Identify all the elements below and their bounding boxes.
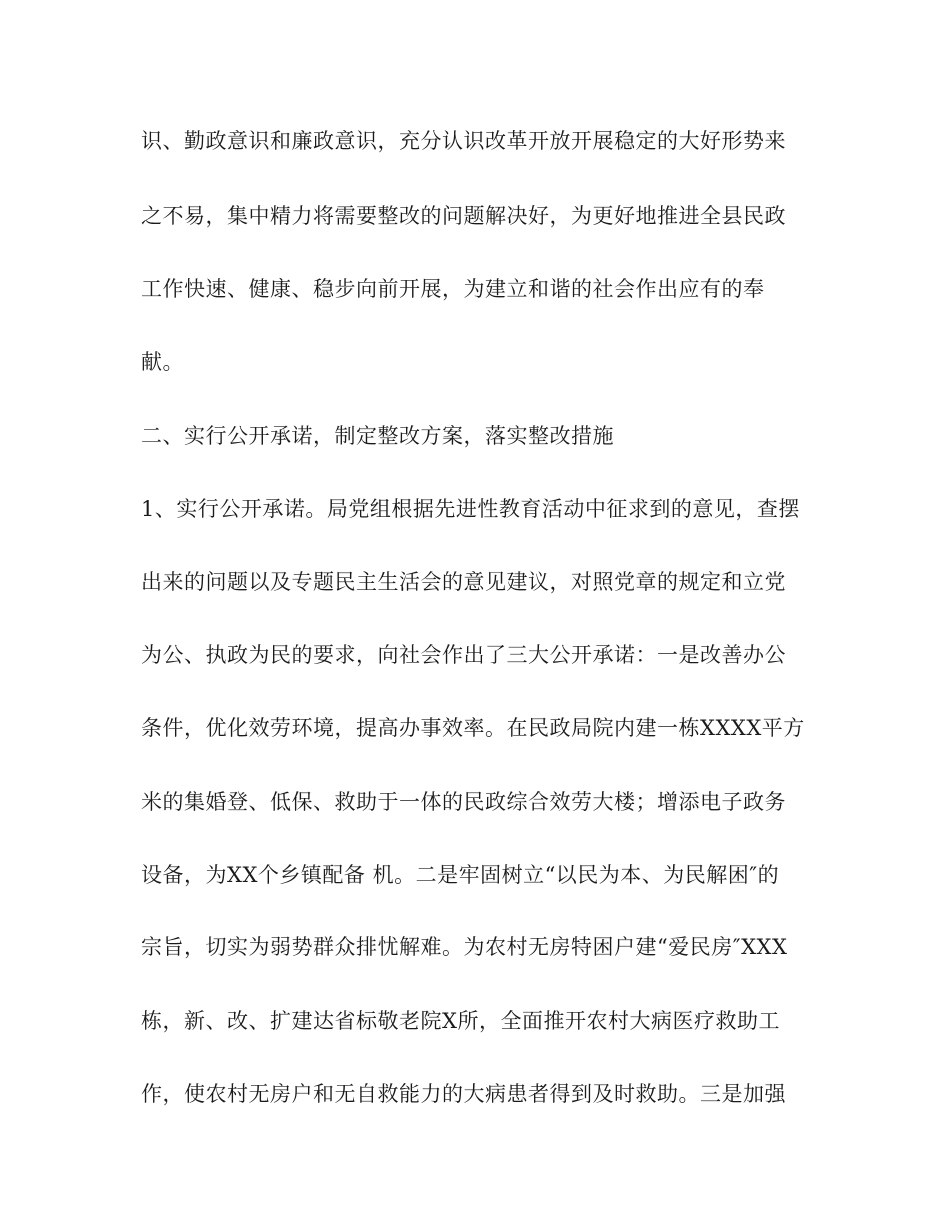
text-line: 为公、执政为民的要求，向社会作出了三大公开承诺：一是改善办公 — [141, 643, 786, 667]
text-line: 出来的问题以及专题民主生活会的意见建议，对照党章的规定和立党 — [141, 570, 786, 594]
text-line: 作，使农村无房户和无自救能力的大病患者得到及时救助。三是加强 — [141, 1082, 786, 1106]
text-line: 条件，优化效劳环境，提高办事效率。在民政局院内建一栋XXXX平方 — [141, 716, 805, 740]
text-line: 工作快速、健康、稳步向前开展，为建立和谐的社会作出应有的奉 — [141, 277, 765, 301]
text-line: 1、实行公开承诺。局党组根据先进性教育活动中征求到的意见，查摆 — [141, 497, 800, 521]
text-line: 宗旨，切实为弱势群众排忧解难。为农村无房特困户建“爱民房″XXX — [141, 935, 788, 959]
text-line: 献。 — [141, 350, 184, 374]
text-line: 识、勤政意识和廉政意识，充分认识改革开放开展稳定的大好形势来 — [141, 129, 786, 153]
text-line: 米的集婚登、低保、救助于一体的民政综合效劳大楼；增添电子政务 — [141, 790, 786, 814]
text-line: 之不易，集中精力将需要整改的问题解决好，为更好地推进全县民政 — [141, 204, 786, 228]
text-line: 设备，为XX个乡镇配备 机。二是牢固树立“以民为本、为民解困″的 — [141, 863, 780, 887]
section-heading: 二、实行公开承诺，制定整改方案，落实整改措施 — [141, 424, 614, 448]
text-line: 栋，新、改、扩建达省标敬老院X所，全面推开农村大病医疗救助工 — [141, 1009, 780, 1033]
